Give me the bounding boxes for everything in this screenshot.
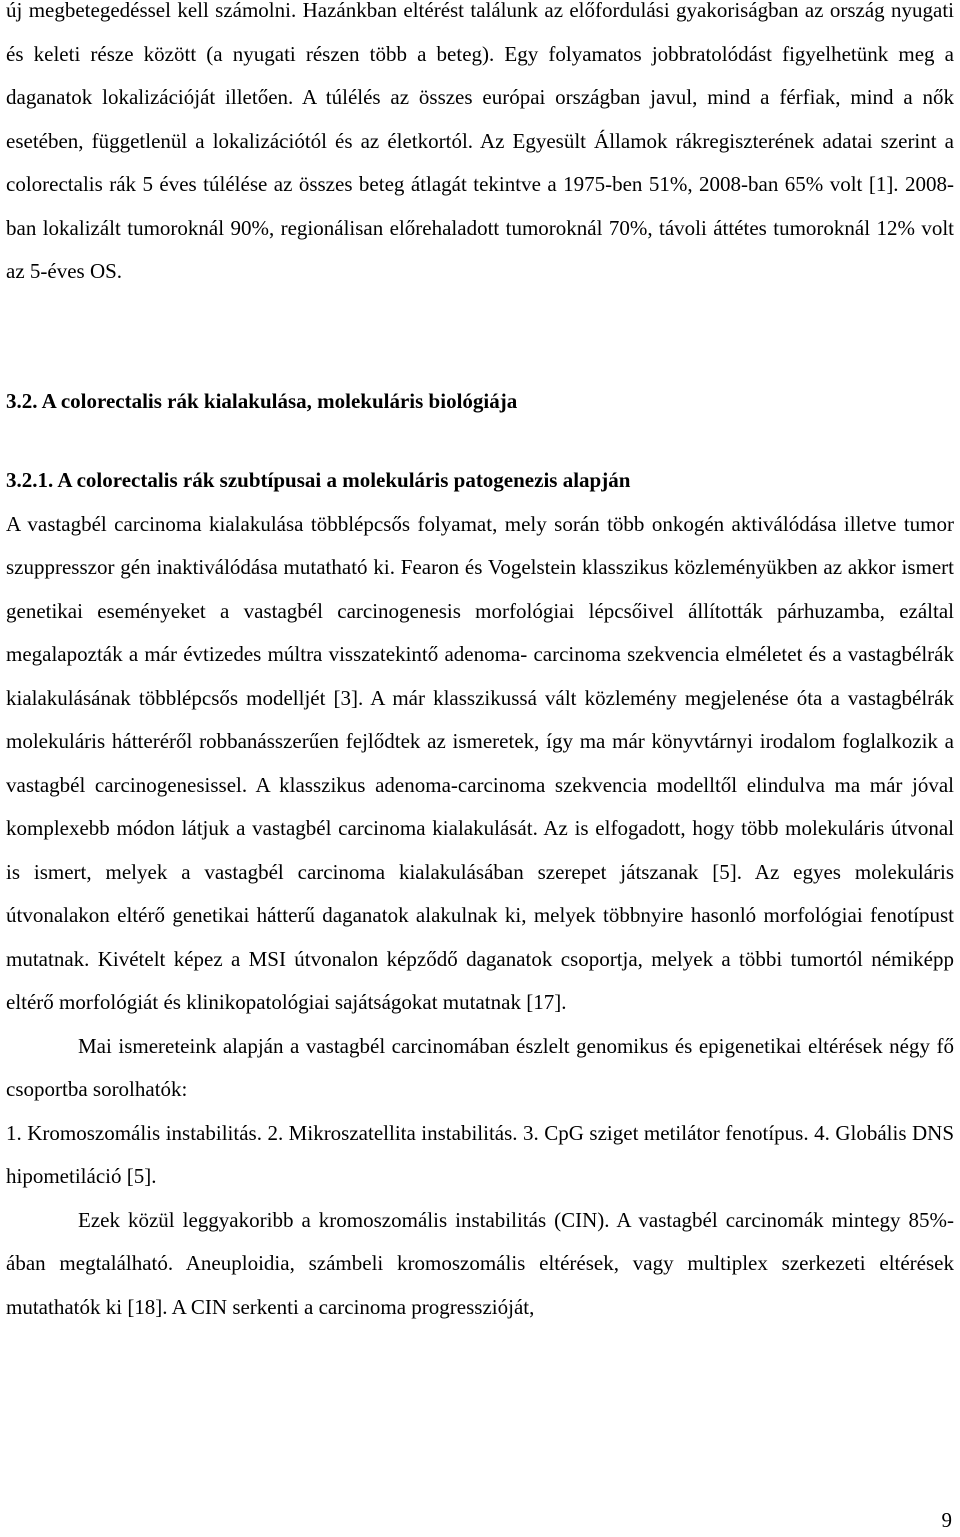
page-number: 9	[941, 1508, 952, 1532]
paragraph-groups-intro: Mai ismereteink alapján a vastagbél carcinomában észlelt genomikus és epigenetikai eltérések négy fő csoportba sorolhatók:	[6, 1033, 954, 1101]
section-heading: 3.2. A colorectalis rák kialakulása, molekuláris biológiája	[6, 388, 518, 413]
subsection-heading: 3.2.1. A colorectalis rák szubtípusai a molekuláris patogenezis alapján	[6, 468, 631, 492]
paragraph-carcinogenesis: A vastagbél carcinoma kialakulása többlépcsős folyamat, mely során több onkogén aktiválódása illetve tumor szuppresszor gén inaktiválódása mutatható ki. Fearon és Vogelstein klasszikus közleményükben az akkor ismert genetikai eseményeket a vastagbél carcinogenesis morfológiai lépcsőivel állították párhuzamba, ezáltal megalapozták a már évtizedes múltra visszatekintő adenoma- carcinoma szekvencia elméletet és a vastagbélrák kialakulásának többlépcsős modelljét [3]. A már klasszikussá vált közlemény megjelenése óta a vastagbélrák molekuláris hátteréről robbanásszerűen fejlődtek az ismeretek, így ma már könyvtárnyi irodalom foglalkozik a vastagbél carcinogenesissel. A klasszikus adenoma-carcinoma szekvencia modelltől elindulva ma már jóval komplexebb módon látjuk a vastagbél carcinoma kialakulását. Az is elfogadott, hogy több molekuláris útvonal is ismert, melyek a vastagbél carcinoma kialakulásában szerepet játszanak [5]. Az egyes molekuláris útvonalakon eltérő genetikai hátterű daganatok alakulnak ki, melyek többnyire hasonló morfológiai fenotípust mutatnak. Kivételt képez a MSI útvonalon képződő daganatok csoportja, melyek a többi tumortól némiképp eltérő morfológiát és klinikopatológiai sajátságokat mutatnak [17].	[6, 511, 954, 1014]
document-page	[6, 0, 954, 1329]
paragraph-cin: Ezek közül leggyakoribb a kromoszomális instabilitás (CIN). A vastagbél carcinomák mintegy 85%-ában megtalálható. Aneuploidia, számbeli kromoszomális eltérések, vagy multiplex szerkezeti eltérések mutathatók ki [18]. A CIN serkenti a carcinoma progresszióját,	[6, 1207, 954, 1319]
paragraph-groups-list: 1. Kromoszomális instabilitás. 2. Mikroszatellita instabilitás. 3. CpG sziget metilátor fenotípus. 4. Globális DNS hipometiláció [5].	[6, 1120, 954, 1188]
paragraph-survival: új megbetegedéssel kell számolni. Hazánkban eltérést találunk az előfordulási gyakoriságban az ország nyugati és keleti része között (a nyugati részen több a beteg). Egy folyamatos jobbratolódást figyelhetünk meg a daganatok lokalizációját illetően. A túlélés az összes európai országban javul, mind a férfiak, mind a nők esetében, függetlenül a lokalizációtól és az életkortól. Az Egyesült Államok rákregiszterének adatai szerint a colorectalis rák 5 éves túlélése az összes beteg átlagát tekintve a 1975-ben 51%, 2008-ban 65% volt [1]. 2008-ban lokalizált tumoroknál 90%, regionálisan előrehaladott tumoroknál 70%, távoli áttétes tumoroknál 12% volt az 5-éves OS.	[6, 0, 954, 283]
